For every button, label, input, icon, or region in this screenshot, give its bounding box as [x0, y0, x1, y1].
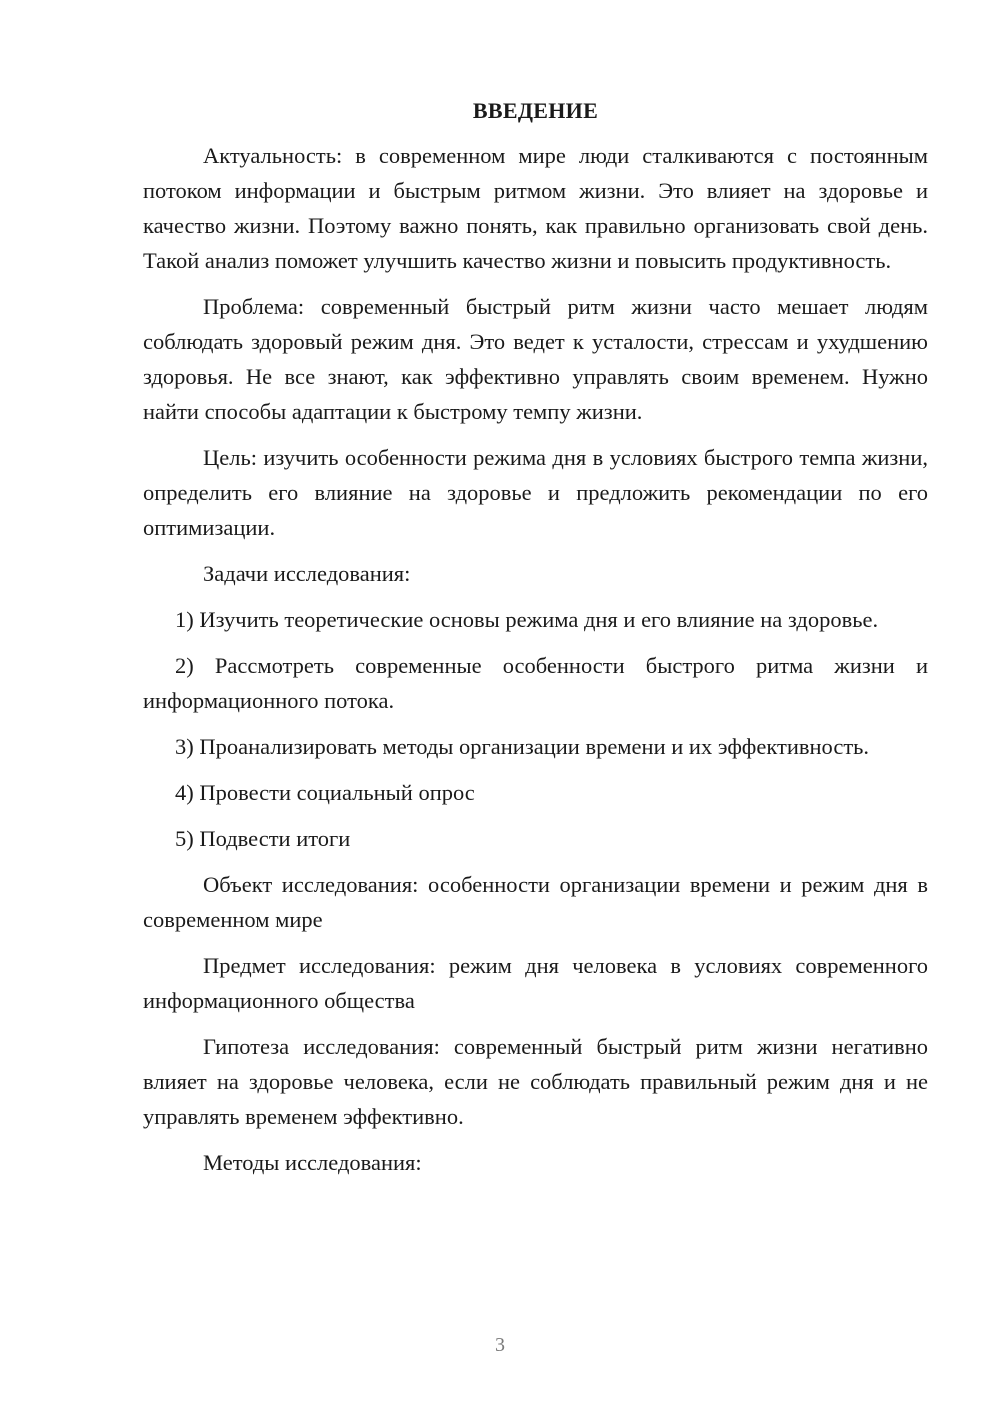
page-number: 3 — [495, 1334, 505, 1356]
section-title: ВВЕДЕНИЕ — [472, 98, 599, 123]
task-item-2: 2) Рассмотреть современные особенности быстрого ритма жизни и информационного потока. — [143, 653, 928, 713]
paragraph-object: Объект исследования: особенности организации времени и режим дня в современном мире — [143, 872, 928, 932]
paragraph-problem: Проблема: современный быстрый ритм жизни часто мешает людям соблюдать здоровый режим дня. Это ведет к усталости, стрессам и ухудшению здоровья. Не все знают, как эффективно управлять своим временем. Нужно найти способы адаптации к быстрому темпу жизни. — [143, 294, 928, 424]
paragraph-hypothesis: Гипотеза исследования: современный быстрый ритм жизни негативно влияет на здоровье человека, если не соблюдать правильный режим дня и не управлять временем эффективно. — [143, 1034, 928, 1129]
task-item-4: 4) Провести социальный опрос — [175, 780, 475, 805]
paragraph-goal: Цель: изучить особенности режима дня в условиях быстрого темпа жизни, определить его влияние на здоровье и предложить рекомендации по его оптимизации. — [143, 445, 928, 540]
document-page — [143, 96, 928, 1191]
paragraph-methods: Методы исследования: — [203, 1150, 422, 1175]
paragraph-relevance: Актуальность: в современном мире люди сталкиваются с постоянным потоком информации и быстрым ритмом жизни. Это влияет на здоровье и качество жизни. Поэтому важно понять, как правильно организовать свой день. Такой анализ поможет улучшить качество жизни и повысить продуктивность. — [143, 143, 928, 273]
task-item-3: 3) Проанализировать методы организации времени и их эффективность. — [175, 734, 870, 759]
task-item-1: 1) Изучить теоретические основы режима дня и его влияние на здоровье. — [175, 607, 879, 632]
paragraph-tasks-heading: Задачи исследования: — [203, 561, 411, 586]
task-item-5: 5) Подвести итоги — [175, 826, 351, 851]
paragraph-subject: Предмет исследования: режим дня человека в условиях современного информационного общества — [143, 953, 928, 1013]
